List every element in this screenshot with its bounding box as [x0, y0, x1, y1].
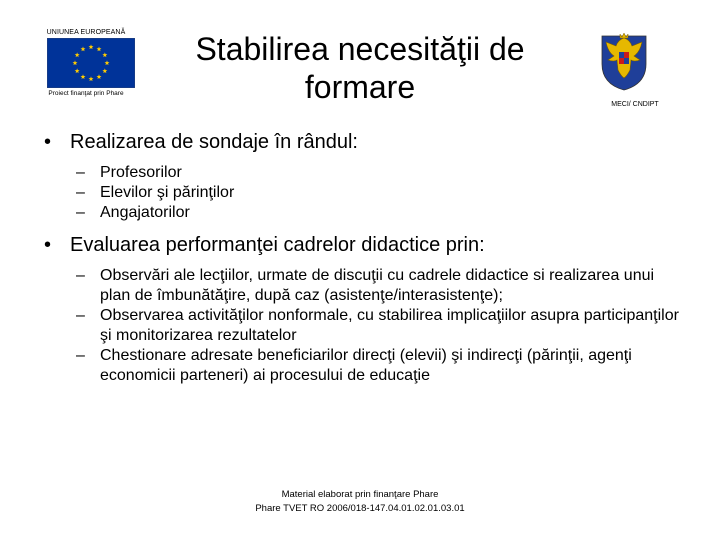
sub-list-item: [40, 266, 680, 306]
sub-list-item: [40, 163, 680, 183]
sub-list-item: [40, 306, 680, 346]
sub-item-text: Observarea activităţilor nonformale, cu stabilirea implicaţiilor asupra participanţilor şi monitorizarea rezultatelor: [100, 307, 679, 344]
dash-icon: –: [76, 184, 85, 201]
bullet-text: Evaluarea performanţei cadrelor didactice prin:: [70, 234, 485, 256]
sub-item-text: Profesorilor: [100, 164, 182, 181]
footer-line-2: Phare TVET RO 2006/018-147.04.01.02.01.03.01: [255, 503, 465, 514]
slide-content: [40, 130, 680, 396]
eu-flag-icon: [47, 38, 135, 88]
title-line-2: formare: [304, 69, 416, 105]
dash-icon: –: [76, 204, 85, 221]
romania-coat-of-arms-icon: [596, 30, 652, 92]
footer-line-1: Material elaborat prin finanţare Phare: [281, 489, 439, 500]
crest-caption: MECI/ CNDIPT: [611, 101, 659, 108]
eu-caption: Proiect finanţat prin Phare: [48, 90, 124, 97]
title-line-1: Stabilirea necesităţii de: [195, 31, 525, 67]
sub-item-text: Elevilor şi părinţilor: [100, 184, 235, 201]
dash-icon: –: [76, 307, 85, 324]
sub-list: [40, 163, 680, 223]
dash-icon: –: [76, 164, 85, 181]
sub-item-text: Angajatorilor: [100, 204, 190, 221]
sub-list: [40, 266, 680, 386]
sub-list-item: [40, 203, 680, 223]
sub-item-text: Chestionare adresate beneficiarilor direcţi (elevii) şi indirecţi (părinţii, agenţi economicii parteneri) ai procesului de educaţie: [100, 347, 632, 384]
bullet-dot-icon: •: [44, 234, 52, 256]
bullet-item: [40, 233, 680, 258]
bullet-text: Realizarea de sondaje în rândul:: [70, 131, 358, 153]
dash-icon: –: [76, 347, 85, 364]
sub-item-text: Observări ale lecţiilor, urmate de discuţii cu cadrele didactice si realizarea unui plan de îmbunătăţire, după caz (asistenţe/interasistenţe);: [100, 267, 655, 304]
dash-icon: –: [76, 267, 85, 284]
bullet-item: [40, 130, 680, 155]
sub-list-item: [40, 346, 680, 386]
footer: [210, 488, 510, 516]
sub-list-item: [40, 183, 680, 203]
bullet-dot-icon: •: [44, 131, 52, 153]
page-title: [172, 30, 548, 106]
eu-label: UNIUNEA EUROPEANĂ: [46, 29, 126, 36]
